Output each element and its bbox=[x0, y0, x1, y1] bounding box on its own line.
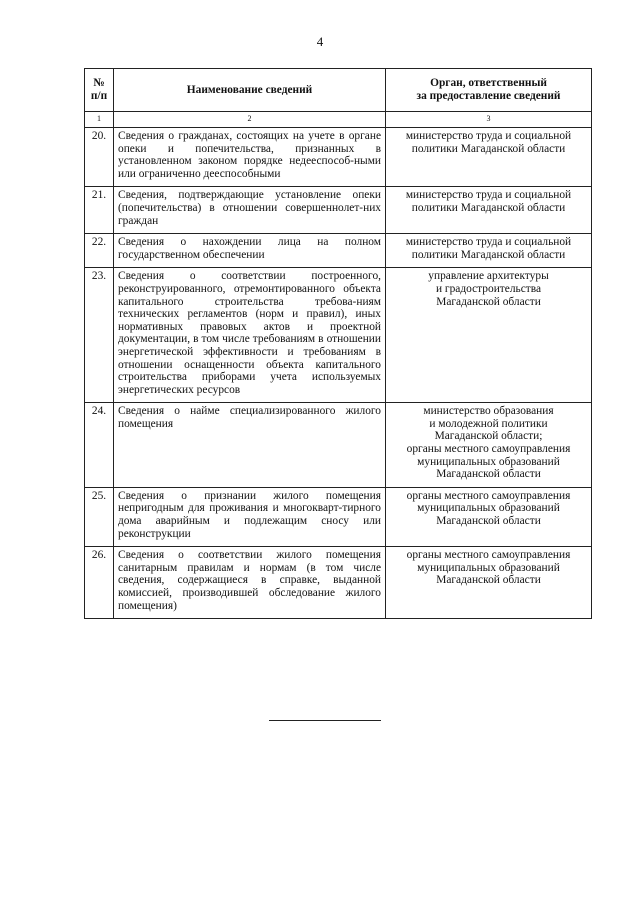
table-row bbox=[85, 187, 592, 234]
header-organization-label: Орган, ответственный за предоставление сведений bbox=[416, 77, 561, 102]
header-name bbox=[114, 69, 386, 112]
row-description: Сведения о найме специализированного жилого помещения bbox=[114, 403, 386, 488]
row-organization: министерство труда и социальной политики Магаданской области bbox=[386, 128, 592, 187]
column-index: 1 bbox=[85, 112, 114, 128]
table-row bbox=[85, 487, 592, 546]
table-row bbox=[85, 403, 592, 488]
row-number: 20. bbox=[85, 128, 114, 187]
closing-divider bbox=[269, 720, 381, 721]
table-row bbox=[85, 234, 592, 268]
row-number: 24. bbox=[85, 403, 114, 488]
row-description: Сведения о гражданах, состоящих на учете в органе опеки и попечительства, признанных в установленном законом порядке недееспособ-ными или ограниченно дееспособными bbox=[114, 128, 386, 187]
table-row bbox=[85, 547, 592, 619]
row-organization: органы местного самоуправления муниципальных образований Магаданской области bbox=[386, 487, 592, 546]
row-description: Сведения о признании жилого помещения непригодным для проживания и многокварт-тирного дома аварийным и подлежащим сносу или реконструкции bbox=[114, 487, 386, 546]
row-description: Сведения о соответствии жилого помещения санитарным правилам и нормам (в том числе сведения, содержащиеся в справке, выданной комиссией, производившей обследование жилого помещения) bbox=[114, 547, 386, 619]
row-organization: управление архитектуры и градостроительства Магаданской области bbox=[386, 268, 592, 403]
row-number: 23. bbox=[85, 268, 114, 403]
column-index-row bbox=[85, 112, 592, 128]
row-organization: министерство труда и социальной политики Магаданской области bbox=[386, 234, 592, 268]
row-number: 21. bbox=[85, 187, 114, 234]
row-number: 25. bbox=[85, 487, 114, 546]
row-description: Сведения о нахождении лица на полном государственном обеспечении bbox=[114, 234, 386, 268]
row-description: Сведения, подтверждающие установление опеки (попечительства) в отношении совершеннолет-них граждан bbox=[114, 187, 386, 234]
column-index: 2 bbox=[114, 112, 386, 128]
table-row bbox=[85, 128, 592, 187]
row-number: 22. bbox=[85, 234, 114, 268]
information-table bbox=[84, 68, 592, 619]
header-number bbox=[85, 69, 114, 112]
header-organization bbox=[386, 69, 592, 112]
row-organization: министерство образования и молодежной политики Магаданской области; органы местного самоуправления муниципальных образований Магаданской области bbox=[386, 403, 592, 488]
table-row bbox=[85, 268, 592, 403]
column-index: 3 bbox=[386, 112, 592, 128]
row-organization: министерство труда и социальной политики Магаданской области bbox=[386, 187, 592, 234]
row-organization: органы местного самоуправления муниципальных образований Магаданской области bbox=[386, 547, 592, 619]
header-number-label: № п/п bbox=[90, 77, 108, 102]
header-name-label: Наименование сведений bbox=[186, 83, 313, 96]
row-description: Сведения о соответствии построенного, реконструированного, отремонтированного объекта капитального строительства требова-ниям технических регламентов (норм и правил), иных нормативных правовых актов и проектной документации, в том числе требованиям в отношении энергетической эффективности и требованиям в отношении оснащенности объекта капитального строительства приборами учета используемых энергетических ресурсов bbox=[114, 268, 386, 403]
table-header-row bbox=[85, 69, 592, 112]
row-number: 26. bbox=[85, 547, 114, 619]
page-number: 4 bbox=[316, 34, 324, 49]
